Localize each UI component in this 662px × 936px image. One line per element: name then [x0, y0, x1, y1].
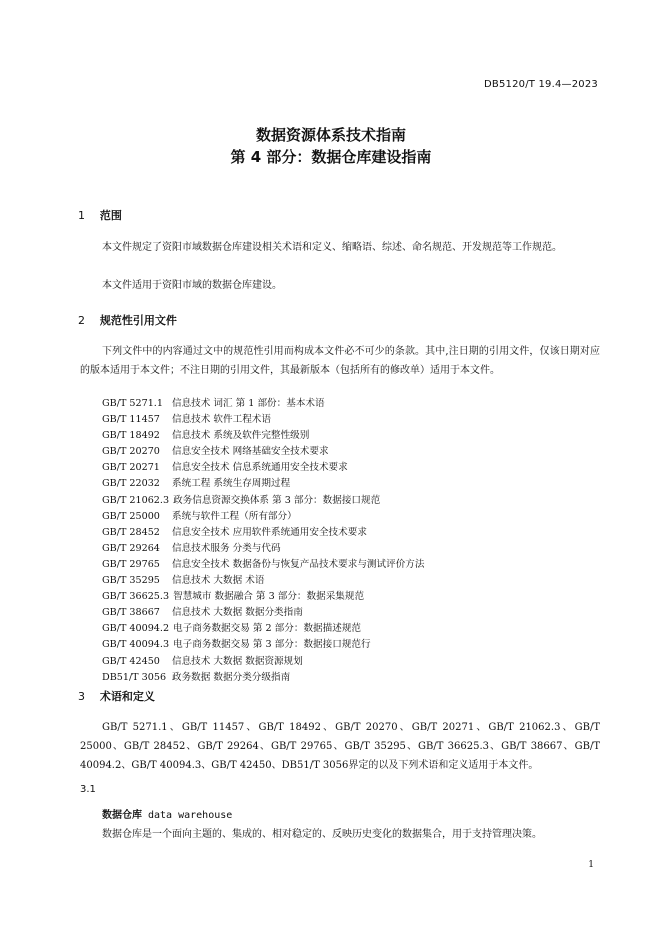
reference-code: GB/T 29264 [102, 542, 160, 554]
reference-code: GB/T 20270 [102, 446, 160, 458]
reference-name: 信息安全技术 网络基础安全技术要求 [172, 446, 329, 458]
reference-code: GB/T 40094.2 [102, 623, 170, 635]
term-entry [102, 806, 232, 821]
section-3-heading [78, 688, 155, 704]
section-1-paragraph-1: 本文件规定了资阳市域数据仓库建设相关术语和定义、缩略语、综述、命名规范、开发规范等工作规范。 [102, 242, 562, 253]
reference-name: 信息技术服务 分类与代码 [172, 542, 281, 554]
reference-item [102, 460, 425, 476]
reference-name: 信息技术 大数据 数据资源规划 [172, 655, 303, 667]
reference-item [102, 605, 425, 621]
reference-item [102, 396, 425, 412]
reference-item [102, 493, 425, 509]
reference-item [102, 428, 425, 444]
reference-code: GB/T 35295 [102, 575, 160, 587]
standard-code: DB5120/T 19.4—2023 [484, 79, 598, 90]
section-2-paragraph-1: 下列文件中的内容通过文中的规范性引用而构成本文件必不可少的条款。其中,注日期的引用文件，仅该日期对应的版本适用于本文件；不注日期的引用文件，其最新版本（包括所有的修改单）适用于本文件。 [80, 346, 600, 376]
term-definition: 数据仓库是一个面向主题的、集成的、相对稳定的、反映历史变化的数据集合，用于支持管理决策。 [102, 829, 542, 840]
document-subtitle: 第 4 部分：数据仓库建设指南 [230, 148, 432, 166]
reference-item [102, 509, 425, 525]
reference-code: GB/T 21062.3 [102, 494, 170, 506]
reference-name: 信息安全技术 应用软件系统通用安全技术要求 [172, 526, 367, 538]
reference-code: GB/T 36625.3 [102, 591, 170, 603]
section-3-paragraph-1: GB/T 5271.1、GB/T 11457、GB/T 18492、GB/T 20270、GB/T 20271、GB/T 21062.3、GB/T 25000、GB/T 28452、GB/T 29264、GB/T 29765、GB/T 35295、GB/T 36625.3、GB/T 38667、GB/T 40094.2、GB/T 40094.3、GB/T 42450、DB51/T 3056界定的以及下列术语和定义适用于本文件。 [80, 722, 600, 771]
reference-name: 信息技术 大数据 数据分类指南 [172, 607, 303, 619]
reference-item [102, 654, 425, 670]
reference-item [102, 412, 425, 428]
term-chinese: 数据仓库 [102, 810, 142, 821]
reference-name: 系统与软件工程（所有部分） [172, 510, 297, 522]
reference-code: GB/T 42450 [102, 655, 160, 667]
reference-code: GB/T 20271 [102, 462, 160, 474]
reference-name: 电子商务数据交易 第 3 部分：数据接口规范行 [173, 639, 371, 651]
reference-code: GB/T 28452 [102, 526, 160, 538]
reference-name: 智慧城市 数据融合 第 3 部分：数据采集规范 [173, 591, 365, 603]
section-title: 范围 [99, 209, 122, 222]
section-number: 3 [78, 690, 85, 703]
section-1-paragraph-2: 本文件适用于资阳市域的数据仓库建设。 [102, 280, 282, 291]
reference-item [102, 476, 425, 492]
reference-list [102, 396, 425, 686]
reference-item [102, 589, 425, 605]
reference-code: GB/T 25000 [102, 510, 160, 522]
section-2-heading [78, 312, 177, 328]
section-title: 术语和定义 [99, 690, 155, 703]
reference-item [102, 573, 425, 589]
reference-code: GB/T 18492 [102, 430, 160, 442]
subsection-number: 3.1 [80, 784, 96, 795]
section-1-heading [78, 207, 122, 223]
reference-item [102, 557, 425, 573]
document-title: 数据资源体系技术指南 [255, 126, 406, 144]
reference-code: GB/T 38667 [102, 607, 160, 619]
reference-item [102, 621, 425, 637]
reference-code: DB51/T 3056 [102, 671, 167, 683]
reference-code: GB/T 40094.3 [102, 639, 170, 651]
reference-name: 信息技术 软件工程术语 [172, 414, 271, 426]
reference-code: GB/T 22032 [102, 478, 160, 490]
section-number: 1 [78, 209, 85, 222]
reference-item [102, 541, 425, 557]
reference-name: 政务信息资源交换体系 第 3 部分：数据接口规范 [173, 494, 381, 506]
reference-code: GB/T 29765 [102, 558, 160, 570]
reference-code: GB/T 5271.1 [102, 398, 163, 409]
section-title: 规范性引用文件 [99, 314, 177, 327]
reference-name: 信息技术 大数据 术语 [172, 575, 265, 587]
reference-code: GB/T 11457 [102, 414, 160, 426]
reference-name: 信息技术 系统及软件完整性级别 [172, 430, 310, 442]
reference-name: 信息安全技术 数据备份与恢复产品技术要求与测试评价方法 [172, 558, 425, 570]
reference-item [102, 525, 425, 541]
reference-name: 信息技术 词汇 第 1 部份：基本术语 [172, 398, 325, 409]
page-number: 1 [588, 860, 594, 870]
reference-item [102, 670, 425, 686]
reference-name: 政务数据 数据分类分级指南 [172, 671, 291, 683]
reference-name: 信息安全技术 信息系统通用安全技术要求 [172, 462, 348, 474]
term-english: data warehouse [148, 810, 233, 821]
section-number: 2 [78, 314, 85, 327]
reference-name: 系统工程 系统生存周期过程 [172, 478, 291, 490]
reference-item [102, 444, 425, 460]
reference-item [102, 637, 425, 653]
reference-name: 电子商务数据交易 第 2 部分：数据描述规范 [173, 623, 362, 635]
